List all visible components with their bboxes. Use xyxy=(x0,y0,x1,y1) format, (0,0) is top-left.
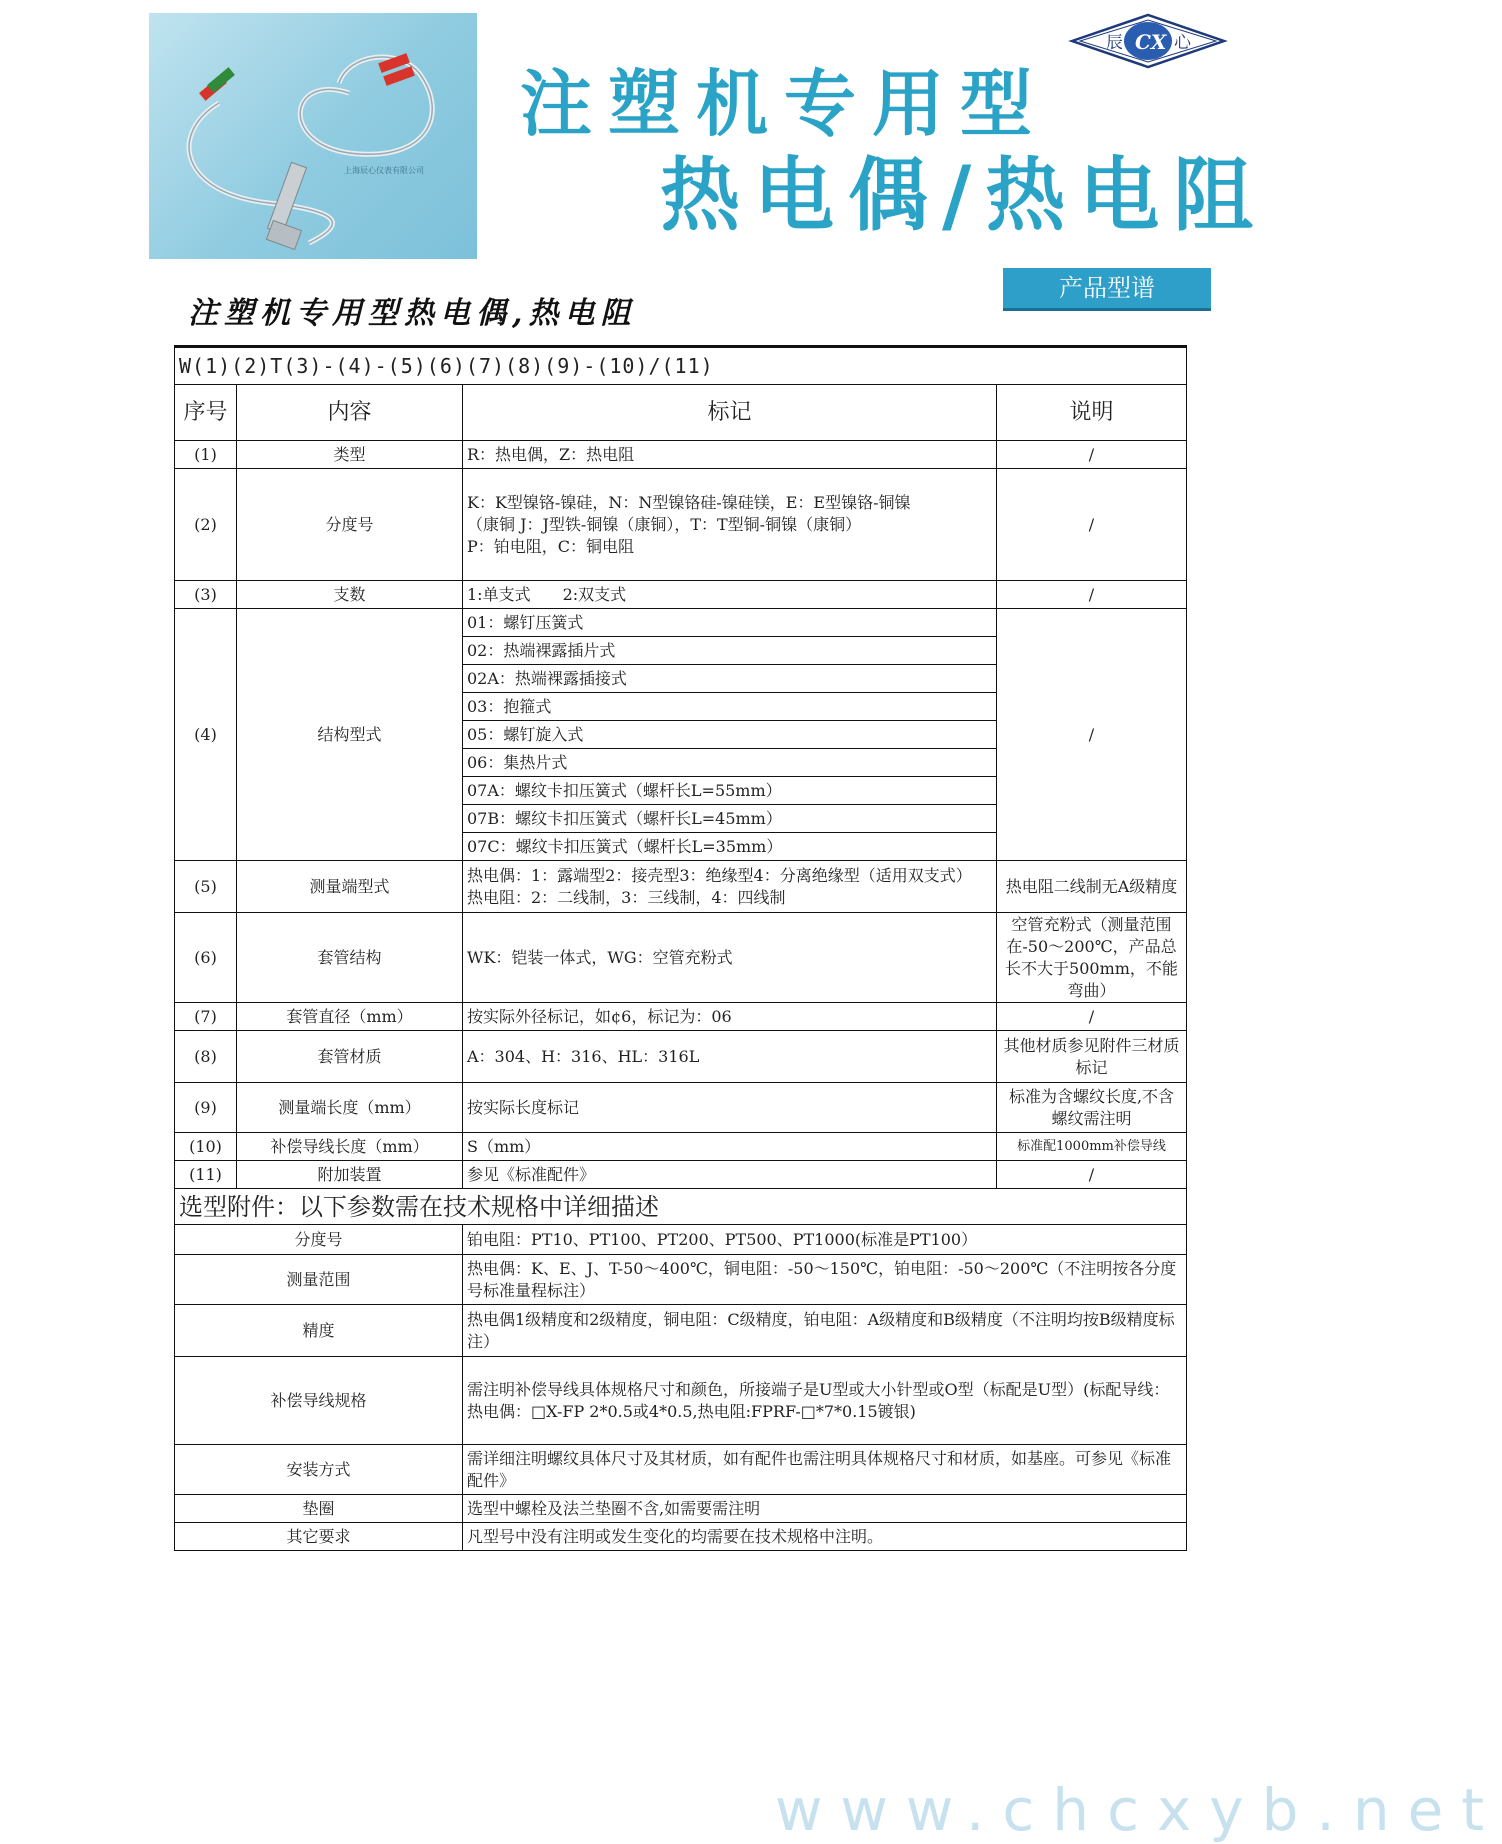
row-mark: WK：铠装一体式，WG：空管充粉式 xyxy=(463,913,997,1003)
row-note: 空管充粉式（测量范围在-50～200℃，产品总长不大于500mm，不能弯曲） xyxy=(997,913,1187,1003)
table-row xyxy=(175,1161,1187,1189)
row-note: / xyxy=(997,609,1187,861)
logo-char-right: 心 xyxy=(1174,33,1191,53)
product-photo xyxy=(149,13,477,259)
table-row xyxy=(175,1083,1187,1133)
option-cell: 03：抱箍式 xyxy=(463,693,997,721)
logo-char-left: 辰 xyxy=(1106,33,1123,53)
row-mark xyxy=(463,469,997,581)
table-row xyxy=(175,913,1187,1003)
extra-item: 补偿导线规格 xyxy=(175,1357,463,1445)
header-row xyxy=(175,385,1187,441)
row-item: 套管材质 xyxy=(237,1031,463,1083)
row-mark: 按实际长度标记 xyxy=(463,1083,997,1133)
model-spec-table xyxy=(174,345,1187,1551)
row-item: 补偿导线长度（mm） xyxy=(237,1133,463,1161)
row-no: (7) xyxy=(175,1003,237,1031)
row-note: / xyxy=(997,581,1187,609)
row-note: 其他材质参见附件三材质标记 xyxy=(997,1031,1187,1083)
extra-text: 热电偶1级精度和2级精度，铜电阻：C级精度，铂电阻：A级精度和B级精度（不注明均按B级精度标注） xyxy=(463,1305,1187,1357)
row-no: (6) xyxy=(175,913,237,1003)
option-cell: 07C：螺纹卡扣压簧式（螺杆长L=35mm） xyxy=(463,833,997,861)
row-no: (4) xyxy=(175,609,237,861)
option-cell: 02：热端裸露插片式 xyxy=(463,637,997,665)
mark-line: P：铂电阻，C：铜电阻 xyxy=(467,536,635,556)
extra-item: 测量范围 xyxy=(175,1255,463,1305)
option-cell: 07B：螺纹卡扣压簧式（螺杆长L=45mm） xyxy=(463,805,997,833)
row-no: (10) xyxy=(175,1133,237,1161)
row-mark: 按实际外径标记，如¢6，标记为：06 xyxy=(463,1003,997,1031)
row-mark: 热电偶：1：露端型2：接壳型3：绝缘型4：分离绝缘型（适用双支式） 热电阻：2：二线制，3：三线制，4：四线制 xyxy=(463,861,997,913)
photo-caption: 上海辰心仪表有限公司 xyxy=(344,166,424,175)
extra-text: 热电偶：K、E、J、T-50～400℃，铜电阻：-50～150℃，铂电阻：-50～200℃（不注明按各分度号标准量程标注） xyxy=(463,1255,1187,1305)
row-no: (3) xyxy=(175,581,237,609)
row-note: 标准为含螺纹长度,不含螺纹需注明 xyxy=(997,1083,1187,1133)
thermocouple-illustration xyxy=(149,13,477,259)
table-row xyxy=(175,1003,1187,1031)
row-mark: 1:单支式 2:双支式 xyxy=(463,581,997,609)
row-note: / xyxy=(997,1161,1187,1189)
extra-text: 铂电阻：PT10、PT100、PT200、PT500、PT1000(标准是PT100） xyxy=(463,1225,1187,1255)
option-cell: 01：螺钉压簧式 xyxy=(463,609,997,637)
website-watermark: www.chcxyb.net xyxy=(775,1776,1502,1844)
section-subtitle: 注塑机专用型热电偶,热电阻 xyxy=(188,296,637,331)
mark-line: K：K型镍铬-镍硅，N：N型镍铬硅-镍硅镁，E：E型镍铬-铜镍 xyxy=(467,492,911,512)
row-no: (8) xyxy=(175,1031,237,1083)
extra-item: 精度 xyxy=(175,1305,463,1357)
product-catalog-badge: 产品型谱 xyxy=(1003,268,1211,311)
row-note: / xyxy=(997,441,1187,469)
row-no: (2) xyxy=(175,469,237,581)
option-cell: 07A：螺纹卡扣压簧式（螺杆长L=55mm） xyxy=(463,777,997,805)
row-item: 结构型式 xyxy=(237,609,463,861)
row-mark: R：热电偶，Z：热电阻 xyxy=(463,441,997,469)
table-row xyxy=(175,1305,1187,1357)
table-row xyxy=(175,581,1187,609)
header-mark: 标记 xyxy=(463,385,997,441)
table-row xyxy=(175,1495,1187,1523)
table-row xyxy=(175,1133,1187,1161)
row-item: 套管直径（mm） xyxy=(237,1003,463,1031)
header-no: 序号 xyxy=(175,385,237,441)
row-note: 热电阻二线制无A级精度 xyxy=(997,861,1187,913)
table-row xyxy=(175,1031,1187,1083)
row-mark: 参见《标准配件》 xyxy=(463,1161,997,1189)
table-row xyxy=(175,609,1187,637)
row-no: (5) xyxy=(175,861,237,913)
row-item: 分度号 xyxy=(237,469,463,581)
table-row xyxy=(175,1255,1187,1305)
main-title-line1: 注塑机专用型 xyxy=(520,62,1049,146)
table-row xyxy=(175,441,1187,469)
extra-item: 垫圈 xyxy=(175,1495,463,1523)
formula-row xyxy=(175,347,1187,385)
table-row xyxy=(175,1445,1187,1495)
row-no: (11) xyxy=(175,1161,237,1189)
mark-line: （康铜 J：J型铁-铜镍（康铜），T：T型铜-铜镍（康铜） xyxy=(467,514,862,534)
options-section-title: 选型附件：以下参数需在技术规格中详细描述 xyxy=(175,1189,1187,1225)
option-cell: 05：螺钉旋入式 xyxy=(463,721,997,749)
row-no: (9) xyxy=(175,1083,237,1133)
section-row xyxy=(175,1189,1187,1225)
model-formula: W(1)(2)T(3)-(4)-(5)(6)(7)(8)(9)-(10)/(11) xyxy=(175,347,1187,385)
row-item: 测量端型式 xyxy=(237,861,463,913)
row-note: / xyxy=(997,1003,1187,1031)
table-row xyxy=(175,1523,1187,1551)
row-note: 标准配1000mm补偿导线 xyxy=(997,1133,1187,1161)
header-note: 说明 xyxy=(997,385,1187,441)
row-no: (1) xyxy=(175,441,237,469)
row-item: 套管结构 xyxy=(237,913,463,1003)
row-item: 测量端长度（mm） xyxy=(237,1083,463,1133)
logo-cx: CX xyxy=(1135,30,1167,54)
main-title-line2: 热电偶/热电阻 xyxy=(660,149,1268,242)
table-row xyxy=(175,861,1187,913)
option-cell: 06：集热片式 xyxy=(463,749,997,777)
company-logo xyxy=(1068,12,1228,70)
header-item: 内容 xyxy=(237,385,463,441)
extra-item: 安装方式 xyxy=(175,1445,463,1495)
row-item: 类型 xyxy=(237,441,463,469)
extra-text: 选型中螺栓及法兰垫圈不含,如需要需注明 xyxy=(463,1495,1187,1523)
row-item: 附加装置 xyxy=(237,1161,463,1189)
extra-item: 分度号 xyxy=(175,1225,463,1255)
row-item: 支数 xyxy=(237,581,463,609)
row-mark: A：304、H：316、HL：316L xyxy=(463,1031,997,1083)
row-note: / xyxy=(997,469,1187,581)
table-row xyxy=(175,1357,1187,1445)
table-row xyxy=(175,1225,1187,1255)
table-row xyxy=(175,469,1187,581)
extra-item: 其它要求 xyxy=(175,1523,463,1551)
extra-text: 需注明补偿导线具体规格尺寸和颜色，所接端子是U型或大小针型或O型（标配是U型）(标配导线：热电偶：□X-FP 2*0.5或4*0.5,热电阻:FPRF-□*7*0.15镀银) xyxy=(463,1357,1187,1445)
option-cell: 02A：热端裸露插接式 xyxy=(463,665,997,693)
extra-text: 凡型号中没有注明或发生变化的均需要在技术规格中注明。 xyxy=(463,1523,1187,1551)
row-mark: S（mm） xyxy=(463,1133,997,1161)
extra-text: 需详细注明螺纹具体尺寸及其材质，如有配件也需注明具体规格尺寸和材质，如基座。可参见《标准配件》 xyxy=(463,1445,1187,1495)
